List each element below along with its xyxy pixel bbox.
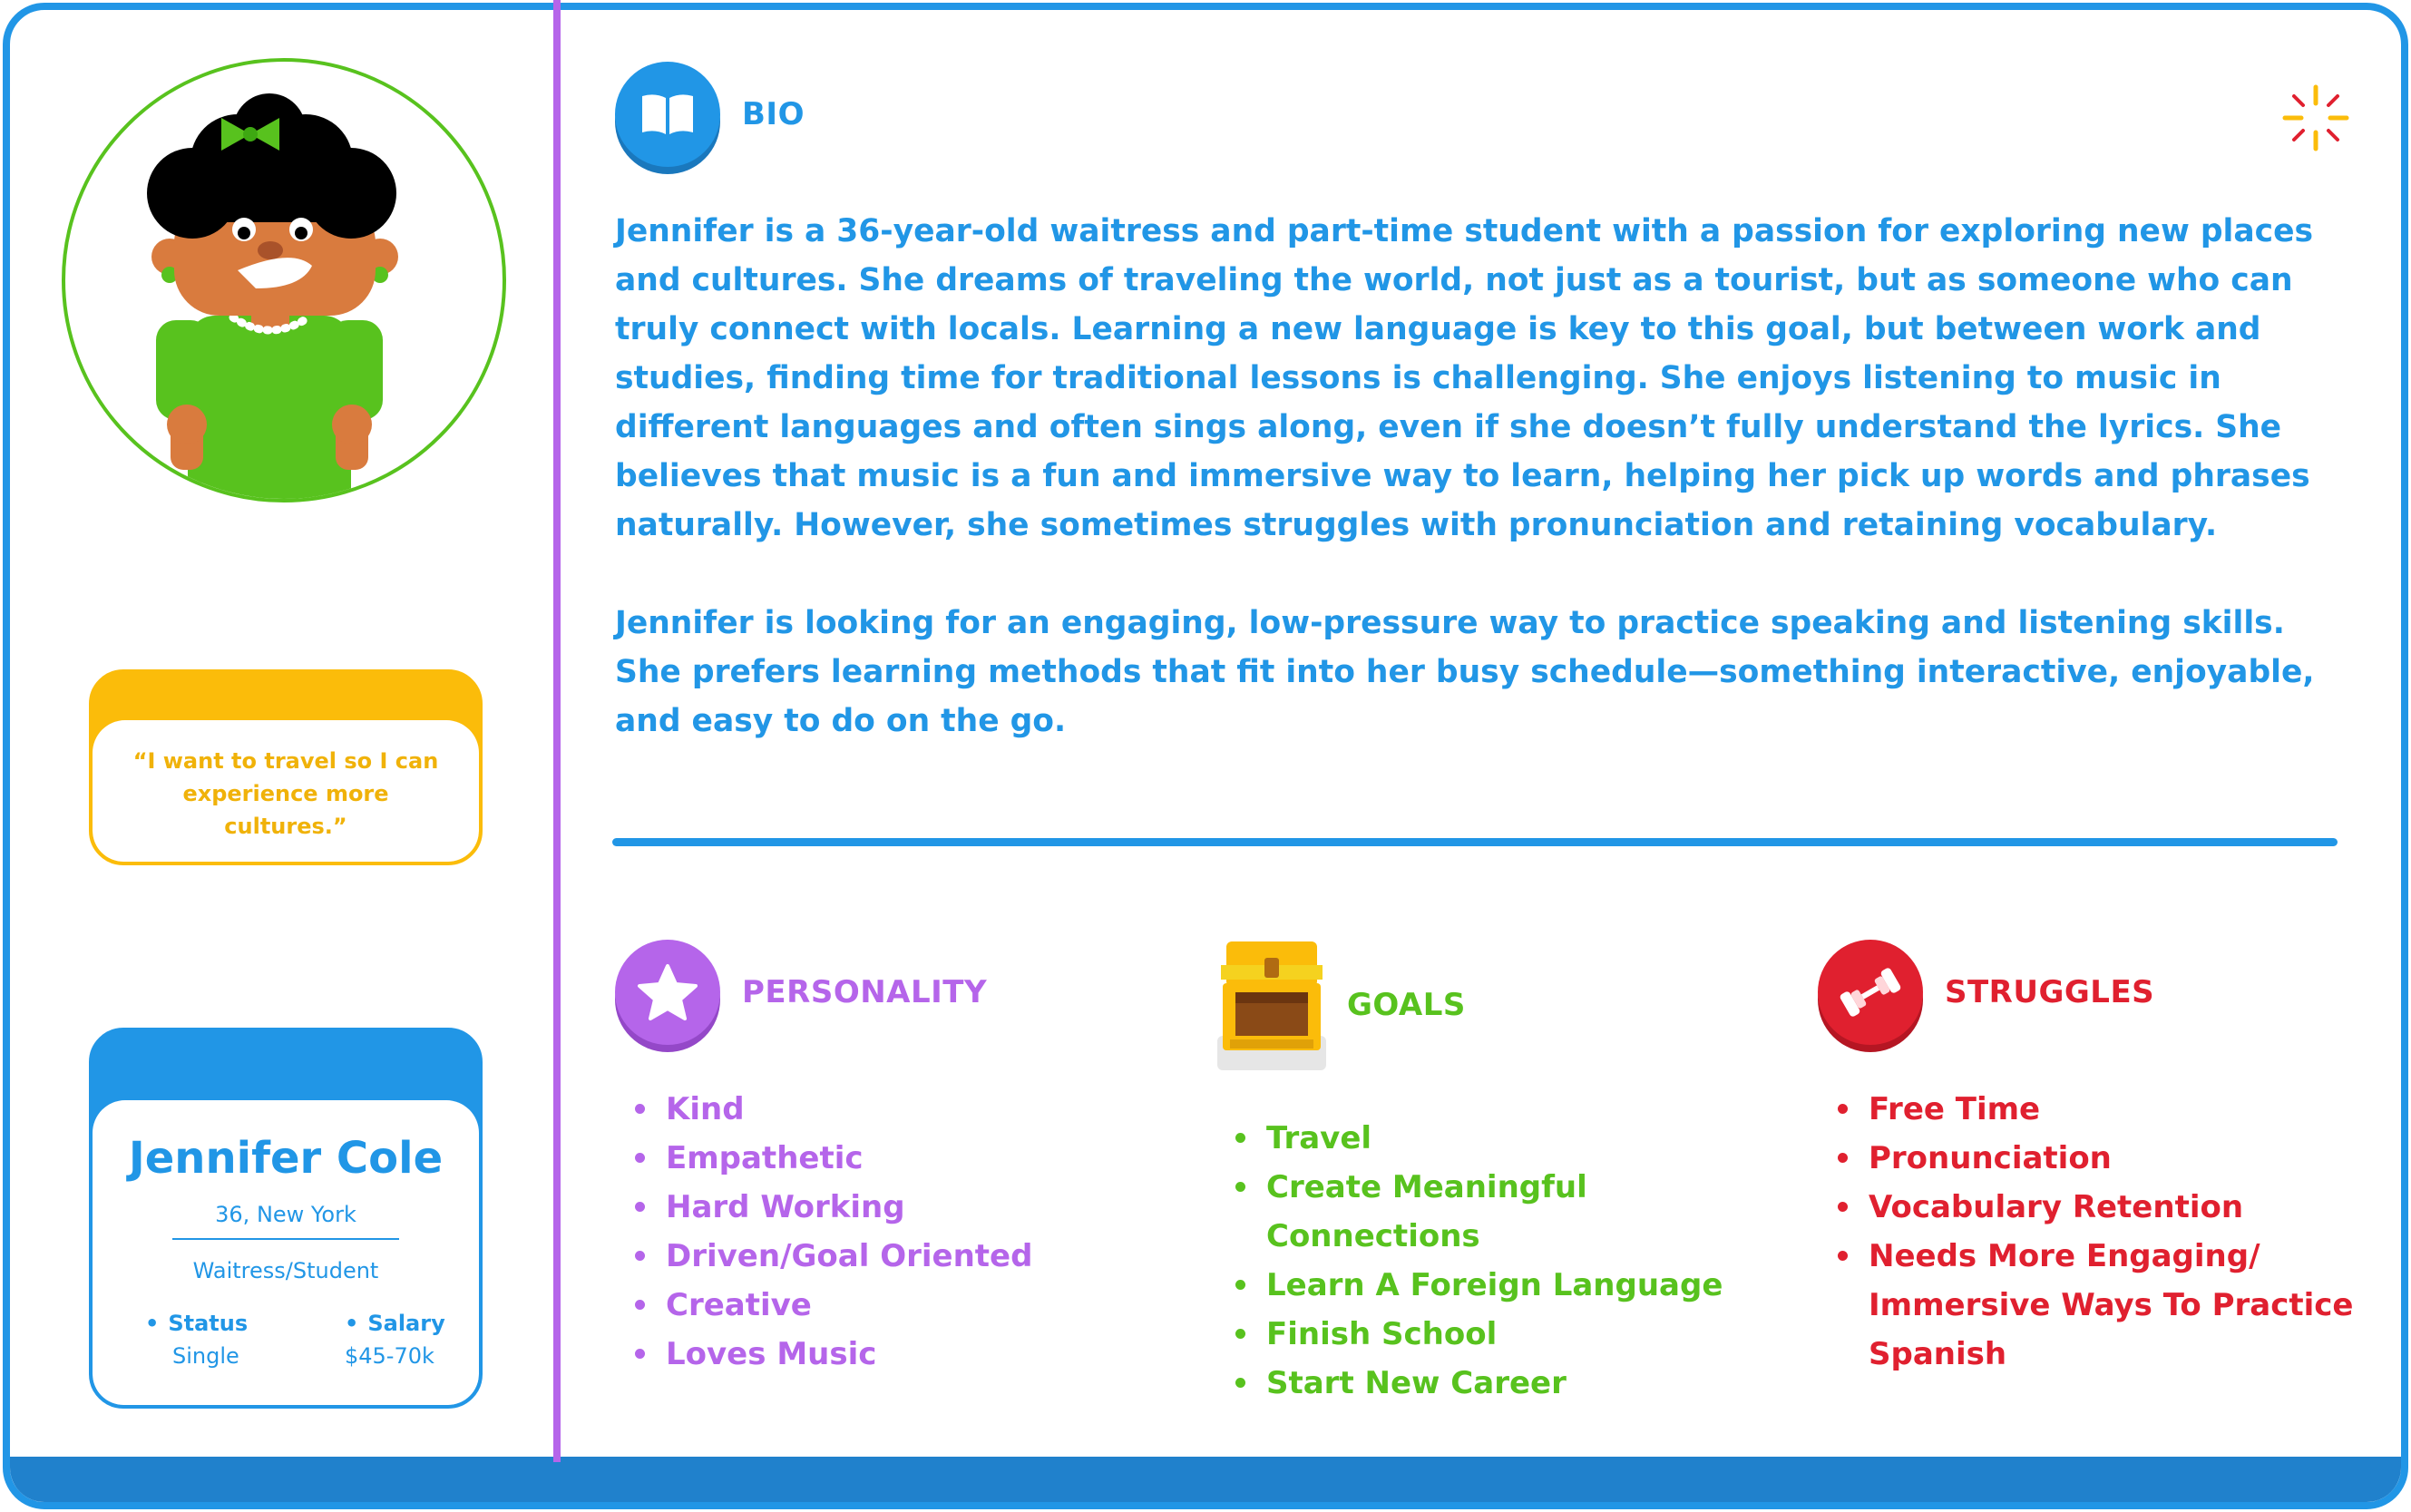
status-value: Single bbox=[172, 1343, 239, 1369]
profile-divider bbox=[172, 1238, 399, 1240]
bio-paragraph-1: Jennifer is a 36-year-old waitress and part-time student with a passion for exploring new places and cultures. She dreams of traveling the world, not just as a tourist, but as someone who can truly connect with locals. Learning a new language is key to this goal, but between work and studies, finding time for traditional lessons is challenging. She enjoys listening to music in different languages and often sings along, even if she doesn’t fully understand the lyrics. She believes that music is a fun and immersive way to learn, helping her pick up words and phrases naturally. However, she sometimes struggles with pronunciation and retaining vocabulary. bbox=[615, 213, 2314, 543]
bio-paragraph-2: Jennifer is looking for an engaging, low-pressure way to practice speaking and listening skills. She prefers learning methods that fit into her busy schedule—something interactive, enjoyable, and easy to do on the go. bbox=[615, 605, 2315, 739]
list-item: Loves Music bbox=[617, 1330, 1032, 1379]
list-item: Finish School bbox=[1217, 1310, 1725, 1359]
list-item: Vocabulary Retention bbox=[1820, 1183, 2355, 1232]
struggles-list bbox=[1820, 1085, 2355, 1379]
list-item: Creative bbox=[617, 1281, 1032, 1330]
list-item: Start New Career bbox=[1217, 1359, 1725, 1408]
salary-value: $45-70k bbox=[345, 1343, 434, 1369]
bio-text bbox=[615, 207, 2357, 795]
list-item: Kind bbox=[617, 1085, 1032, 1134]
list-item: Travel bbox=[1217, 1114, 1725, 1163]
list-item: Free Time bbox=[1820, 1085, 2355, 1134]
section-divider bbox=[612, 838, 2338, 846]
quote-card bbox=[89, 669, 483, 865]
book-icon bbox=[615, 62, 720, 167]
occupation: Waitress/Student bbox=[192, 1258, 379, 1283]
goals-title: GOALS bbox=[1347, 987, 1466, 1023]
list-item: Hard Working bbox=[617, 1183, 1032, 1232]
personality-title: PERSONALITY bbox=[742, 974, 988, 1010]
persona-quote: “I want to travel so I can experience more cultures.” bbox=[132, 748, 439, 839]
salary-stat bbox=[345, 1311, 445, 1369]
list-item: Create Meaningful Connections bbox=[1217, 1163, 1725, 1261]
profile-card-body bbox=[93, 1100, 479, 1405]
dumbbell-icon bbox=[1818, 940, 1923, 1045]
persona-illustration bbox=[65, 62, 503, 499]
persona-name: Jennifer Cole bbox=[128, 1133, 444, 1184]
avatar bbox=[62, 58, 506, 502]
profile-card bbox=[89, 1028, 483, 1409]
status-label: • Status bbox=[145, 1311, 248, 1336]
struggles-title: STRUGGLES bbox=[1945, 974, 2155, 1010]
list-item: Needs More Engaging/ Immersive Ways To Practice Spanish bbox=[1820, 1232, 2355, 1379]
list-item: Empathetic bbox=[617, 1134, 1032, 1183]
list-item: Pronunciation bbox=[1820, 1134, 2355, 1183]
list-item: Learn A Foreign Language bbox=[1217, 1261, 1725, 1310]
bottom-band bbox=[10, 1457, 2401, 1502]
sparkle-icon bbox=[2281, 83, 2350, 152]
star-icon bbox=[615, 940, 720, 1045]
treasure-chest-icon bbox=[1217, 938, 1326, 1074]
status-stat bbox=[145, 1311, 248, 1369]
vertical-divider bbox=[553, 0, 561, 1462]
list-item: Driven/Goal Oriented bbox=[617, 1232, 1032, 1281]
bio-title: BIO bbox=[742, 96, 805, 132]
quote-card-body bbox=[93, 720, 479, 862]
personality-list bbox=[617, 1085, 1032, 1379]
goals-list bbox=[1217, 1114, 1725, 1408]
age-location: 36, New York bbox=[215, 1202, 356, 1227]
salary-label: • Salary bbox=[345, 1311, 445, 1336]
